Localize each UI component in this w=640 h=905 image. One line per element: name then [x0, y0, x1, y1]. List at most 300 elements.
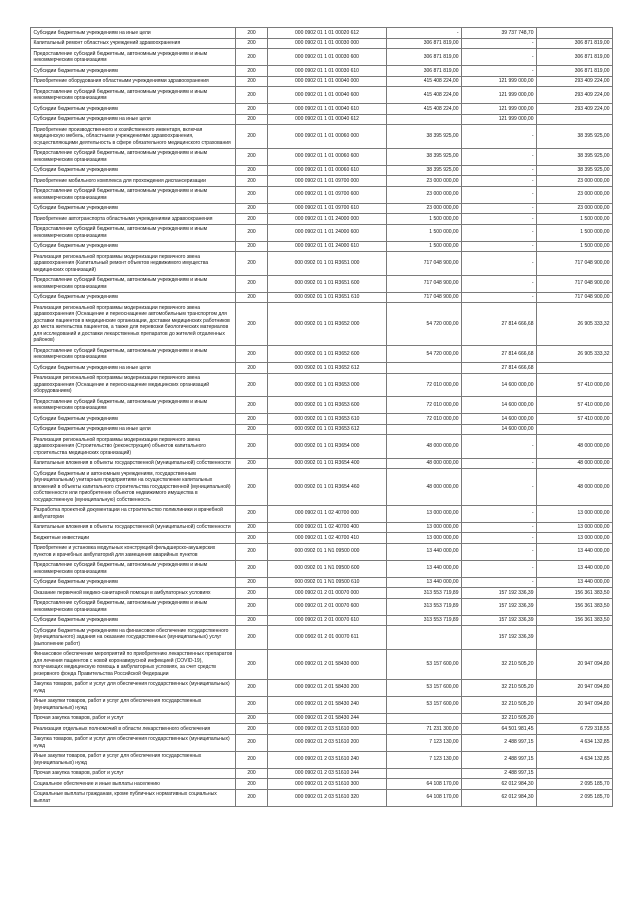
cell-amount-remaining: 13 000 000,00 [537, 522, 613, 533]
cell-expense-type-code: 200 [236, 275, 268, 292]
cell-activity-name: Предоставление субсидий бюджетным, автономным учреждениям и иным некоммерческим организациям [31, 560, 236, 577]
cell-amount-approved: 23 000 000,00 [387, 186, 462, 203]
cell-amount-remaining: 306 871 819,00 [537, 66, 613, 77]
cell-expense-type-code: 200 [236, 148, 268, 165]
table-row [31, 165, 613, 176]
cell-expense-type-code: 200 [236, 458, 268, 469]
cell-amount-executed: - [462, 469, 537, 506]
cell-amount-executed: - [462, 186, 537, 203]
cell-amount-approved: 306 871 819,00 [387, 38, 462, 49]
cell-amount-remaining: 717 048 900,00 [537, 252, 613, 276]
cell-budget-classification-code: 000 0902 01 1 01 R3654 460 [268, 469, 387, 506]
cell-amount-executed: 157 192 336,39 [462, 626, 537, 650]
cell-amount-executed: 32 210 505,20 [462, 649, 537, 679]
cell-amount-approved [387, 363, 462, 374]
cell-expense-type-code: 200 [236, 38, 268, 49]
table-row [31, 241, 613, 252]
cell-amount-executed: - [462, 252, 537, 276]
cell-expense-type-code: 200 [236, 373, 268, 397]
cell-budget-classification-code: 000 0902 01 1 01 24000 600 [268, 224, 387, 241]
cell-amount-executed: - [462, 224, 537, 241]
budget-table [30, 27, 613, 807]
table-row [31, 214, 613, 225]
cell-activity-name: Приобретение и установка модульных конструкций фельдшерско-акушерских пунктов и врачебных амбулаторий для замещения аварийных пунктов [31, 543, 236, 560]
cell-budget-classification-code: 000 0902 01 1 01 R3651 000 [268, 252, 387, 276]
cell-amount-approved [387, 424, 462, 435]
cell-budget-classification-code: 000 0902 01 2 01 00070 611 [268, 626, 387, 650]
cell-budget-classification-code: 000 0902 01 2 01 58430 240 [268, 696, 387, 713]
cell-amount-remaining: 13 000 000,00 [537, 533, 613, 544]
cell-budget-classification-code: 000 0902 01 1 01 R3654 400 [268, 458, 387, 469]
table-row [31, 125, 613, 149]
cell-amount-remaining: 13 000 000,00 [537, 505, 613, 522]
cell-expense-type-code: 200 [236, 713, 268, 724]
cell-budget-classification-code: 000 0902 01 1 01 R3652 600 [268, 346, 387, 363]
cell-amount-approved: 48 000 000,00 [387, 469, 462, 506]
cell-budget-classification-code: 000 0902 01 1 01 00030 000 [268, 38, 387, 49]
cell-amount-approved [387, 713, 462, 724]
cell-expense-type-code: 200 [236, 165, 268, 176]
cell-budget-classification-code: 000 0902 01 2 03 51610 320 [268, 789, 387, 806]
cell-budget-classification-code: 000 0902 01 2 03 51610 240 [268, 751, 387, 768]
cell-expense-type-code: 200 [236, 252, 268, 276]
cell-activity-name: Предоставление субсидий бюджетным, автономным учреждениям и иным некоммерческим организациям [31, 49, 236, 66]
table-row [31, 598, 613, 615]
cell-amount-remaining: 20 947 094,80 [537, 679, 613, 696]
cell-amount-executed: 27 814 666,68 [462, 303, 537, 346]
cell-activity-name: Приобретение мобильного комплекса для прохождения диспансеризации [31, 176, 236, 187]
cell-expense-type-code: 200 [236, 522, 268, 533]
cell-activity-name: Приобретение автотранспорта областными учреждениями здравоохранения [31, 214, 236, 225]
table-row [31, 505, 613, 522]
cell-amount-remaining: 48 000 000,00 [537, 469, 613, 506]
table-row [31, 458, 613, 469]
cell-expense-type-code: 200 [236, 292, 268, 303]
cell-amount-executed: - [462, 435, 537, 459]
cell-expense-type-code: 200 [236, 505, 268, 522]
cell-amount-approved: 415 408 224,00 [387, 76, 462, 87]
cell-expense-type-code: 200 [236, 114, 268, 125]
cell-amount-remaining [537, 114, 613, 125]
cell-expense-type-code: 200 [236, 49, 268, 66]
cell-amount-approved: 13 440 000,00 [387, 577, 462, 588]
cell-amount-remaining: 20 947 094,80 [537, 649, 613, 679]
cell-expense-type-code: 200 [236, 577, 268, 588]
cell-amount-remaining: 4 634 132,85 [537, 751, 613, 768]
cell-amount-approved: 38 395 925,00 [387, 148, 462, 165]
cell-amount-executed: 27 814 666,68 [462, 363, 537, 374]
cell-amount-executed: 39 737 748,70 [462, 28, 537, 39]
cell-amount-executed: 2 488 997,15 [462, 734, 537, 751]
cell-amount-remaining: 26 905 333,32 [537, 303, 613, 346]
cell-amount-executed: 64 501 981,45 [462, 724, 537, 735]
cell-amount-remaining: 1 500 000,00 [537, 224, 613, 241]
cell-amount-executed: - [462, 125, 537, 149]
cell-activity-name: Предоставление субсидий бюджетным, автономным учреждениям и иным некоммерческим организациям [31, 87, 236, 104]
cell-budget-classification-code: 000 0902 01 1 01 09700 000 [268, 176, 387, 187]
cell-expense-type-code: 200 [236, 125, 268, 149]
cell-amount-approved: 72 010 000,00 [387, 414, 462, 425]
cell-budget-classification-code: 000 0902 01 1 01 00040 610 [268, 104, 387, 115]
cell-amount-remaining: 306 871 819,00 [537, 49, 613, 66]
cell-budget-classification-code: 000 0902 01 2 03 51610 244 [268, 768, 387, 779]
cell-amount-remaining [537, 768, 613, 779]
cell-budget-classification-code: 000 0902 01 2 01 58430 200 [268, 679, 387, 696]
cell-amount-approved: 306 871 819,00 [387, 49, 462, 66]
cell-budget-classification-code: 000 0902 01 2 03 51610 200 [268, 734, 387, 751]
cell-amount-executed: - [462, 292, 537, 303]
cell-budget-classification-code: 000 0902 01 1 N1 09500 000 [268, 543, 387, 560]
cell-budget-classification-code: 000 0902 01 1 01 24000 610 [268, 241, 387, 252]
cell-amount-executed: 121 999 000,00 [462, 87, 537, 104]
table-row [31, 626, 613, 650]
cell-amount-approved: 53 157 600,00 [387, 696, 462, 713]
cell-amount-executed: 32 210 505,20 [462, 713, 537, 724]
cell-amount-executed: 27 814 666,68 [462, 346, 537, 363]
cell-activity-name: Закупка товаров, работ и услуг для обеспечения государственных (муниципальных) нужд [31, 734, 236, 751]
cell-budget-classification-code: 000 0902 01 1 01 00040 000 [268, 76, 387, 87]
cell-activity-name: Оказание первичной медико-санитарной помощи в амбулаторных условиях [31, 588, 236, 599]
table-row [31, 414, 613, 425]
table-row [31, 252, 613, 276]
cell-budget-classification-code: 000 0902 01 2 03 51610 300 [268, 779, 387, 790]
cell-activity-name: Реализация отдельных полномочий в области лекарственного обеспечения [31, 724, 236, 735]
cell-activity-name: Реализация региональной программы модернизации первичного звена здравоохранения (Капитальный ремонт объектов недвижимого имущества медицинских организаций) [31, 252, 236, 276]
cell-activity-name: Субсидии бюджетным учреждениям на иные цели [31, 424, 236, 435]
cell-amount-executed: 62 012 984,30 [462, 789, 537, 806]
table-row [31, 38, 613, 49]
table-row [31, 224, 613, 241]
table-row [31, 28, 613, 39]
table-row [31, 768, 613, 779]
cell-activity-name: Прочая закупка товаров, работ и услуг [31, 713, 236, 724]
cell-expense-type-code: 200 [236, 303, 268, 346]
table-row [31, 588, 613, 599]
cell-budget-classification-code: 000 0902 01 1 01 R3653 000 [268, 373, 387, 397]
table-row [31, 469, 613, 506]
table-row [31, 104, 613, 115]
cell-activity-name: Капитальные вложения в объекты государственной (муниципальной) собственности [31, 458, 236, 469]
cell-amount-approved: - [387, 28, 462, 39]
cell-expense-type-code: 200 [236, 734, 268, 751]
cell-amount-approved: 54 720 000,00 [387, 303, 462, 346]
cell-amount-executed: 121 999 000,00 [462, 76, 537, 87]
cell-expense-type-code: 200 [236, 104, 268, 115]
cell-amount-executed: 157 192 336,39 [462, 615, 537, 626]
table-row [31, 186, 613, 203]
cell-amount-approved: 1 500 000,00 [387, 214, 462, 225]
cell-budget-classification-code: 000 0902 01 1 01 R3651 610 [268, 292, 387, 303]
cell-budget-classification-code: 000 0902 01 1 N1 09500 610 [268, 577, 387, 588]
cell-amount-executed: - [462, 66, 537, 77]
cell-activity-name: Закупка товаров, работ и услуг для обеспечения государственных (муниципальных) нужд [31, 679, 236, 696]
cell-amount-approved: 72 010 000,00 [387, 373, 462, 397]
cell-amount-remaining: 23 000 000,00 [537, 186, 613, 203]
cell-budget-classification-code: 000 0902 01 1 01 R3652 612 [268, 363, 387, 374]
cell-expense-type-code: 200 [236, 724, 268, 735]
cell-amount-executed: 157 192 336,39 [462, 588, 537, 599]
cell-activity-name: Субсидии бюджетным учреждениям [31, 165, 236, 176]
cell-amount-approved: 48 000 000,00 [387, 435, 462, 459]
cell-amount-executed: 2 488 997,15 [462, 768, 537, 779]
cell-activity-name: Реализация региональной программы модернизации первичного звена здравоохранения (Оснащение и переоснащение автомобильным транспортом для доставки пациентов в медицинские организации, доставки медицинских работников до места жительства пациентов, а также для перевозки биологических материалов для исследований и доставки лекарственных препаратов до жителей отдаленных районов) [31, 303, 236, 346]
cell-expense-type-code: 200 [236, 346, 268, 363]
cell-activity-name: Предоставление субсидий бюджетным, автономным учреждениям и иным некоммерческим организациям [31, 346, 236, 363]
table-row [31, 176, 613, 187]
cell-amount-executed: - [462, 49, 537, 66]
cell-amount-approved [387, 114, 462, 125]
cell-amount-remaining: 20 947 094,80 [537, 696, 613, 713]
cell-amount-approved: 13 000 000,00 [387, 522, 462, 533]
cell-budget-classification-code: 000 0902 01 2 03 51610 000 [268, 724, 387, 735]
cell-amount-remaining: 156 361 383,50 [537, 598, 613, 615]
table-row [31, 649, 613, 679]
cell-amount-approved: 13 440 000,00 [387, 560, 462, 577]
cell-amount-executed: - [462, 275, 537, 292]
cell-expense-type-code: 200 [236, 214, 268, 225]
cell-amount-approved: 313 553 719,89 [387, 615, 462, 626]
cell-activity-name: Предоставление субсидий бюджетным, автономным учреждениям и иным некоммерческим организациям [31, 598, 236, 615]
cell-budget-classification-code: 000 0902 01 2 01 58430 244 [268, 713, 387, 724]
cell-amount-remaining: 2 095 185,70 [537, 779, 613, 790]
cell-amount-executed: 14 600 000,00 [462, 424, 537, 435]
cell-amount-executed: - [462, 176, 537, 187]
cell-amount-approved: 64 108 170,00 [387, 789, 462, 806]
cell-activity-name: Капитальный ремонт областных учреждений здравоохранения [31, 38, 236, 49]
cell-budget-classification-code: 000 0902 01 1 01 00030 610 [268, 66, 387, 77]
cell-amount-approved: 313 553 719,89 [387, 588, 462, 599]
table-row [31, 789, 613, 806]
cell-amount-executed: - [462, 560, 537, 577]
cell-expense-type-code: 200 [236, 649, 268, 679]
cell-expense-type-code: 200 [236, 789, 268, 806]
cell-activity-name: Разработка проектной документации на строительство поликлиники и врачебной амбулатории [31, 505, 236, 522]
cell-activity-name: Предоставление субсидий бюджетным, автономным учреждениям и иным некоммерческим организациям [31, 186, 236, 203]
cell-expense-type-code: 200 [236, 424, 268, 435]
cell-expense-type-code: 200 [236, 224, 268, 241]
cell-amount-remaining: 48 000 000,00 [537, 435, 613, 459]
cell-activity-name: Предоставление субсидий бюджетным, автономным учреждениям и иным некоммерческим организациям [31, 148, 236, 165]
cell-budget-classification-code: 000 0902 01 1 01 R3653 600 [268, 397, 387, 414]
cell-amount-remaining: 38 395 925,00 [537, 165, 613, 176]
cell-amount-approved: 53 157 600,00 [387, 649, 462, 679]
table-row [31, 734, 613, 751]
table-row [31, 275, 613, 292]
cell-amount-remaining: 23 000 000,00 [537, 203, 613, 214]
table-row [31, 363, 613, 374]
cell-amount-remaining: 1 500 000,00 [537, 241, 613, 252]
cell-activity-name: Субсидии бюджетным учреждениям [31, 292, 236, 303]
cell-amount-remaining: 717 048 900,00 [537, 275, 613, 292]
table-row [31, 435, 613, 459]
cell-activity-name: Предоставление субсидий бюджетным, автономным учреждениям и иным некоммерческим организациям [31, 275, 236, 292]
cell-amount-executed: 157 192 336,39 [462, 598, 537, 615]
cell-amount-remaining [537, 28, 613, 39]
cell-activity-name: Субсидии бюджетным учреждениям на иные цели [31, 114, 236, 125]
cell-activity-name: Субсидии бюджетным учреждениям на финансовое обеспечение государственного (муниципального) задания на оказание государственных (муниципальных) услуг (выполнение работ) [31, 626, 236, 650]
cell-amount-remaining: 57 410 000,00 [537, 414, 613, 425]
cell-amount-approved: 1 500 000,00 [387, 224, 462, 241]
cell-expense-type-code: 200 [236, 176, 268, 187]
cell-amount-approved: 38 395 925,00 [387, 125, 462, 149]
table-row [31, 49, 613, 66]
cell-amount-approved: 64 108 170,00 [387, 779, 462, 790]
cell-budget-classification-code: 000 0902 01 1 01 00060 000 [268, 125, 387, 149]
cell-budget-classification-code: 000 0902 01 2 01 00070 600 [268, 598, 387, 615]
cell-budget-classification-code: 000 0902 01 1 01 24000 000 [268, 214, 387, 225]
cell-amount-approved: 306 871 819,00 [387, 66, 462, 77]
cell-amount-executed: - [462, 533, 537, 544]
cell-amount-remaining: 23 000 000,00 [537, 176, 613, 187]
table-row [31, 577, 613, 588]
cell-amount-executed: - [462, 165, 537, 176]
table-row [31, 397, 613, 414]
table-row [31, 713, 613, 724]
cell-expense-type-code: 200 [236, 588, 268, 599]
cell-amount-remaining: 13 440 000,00 [537, 560, 613, 577]
cell-expense-type-code: 200 [236, 696, 268, 713]
cell-amount-approved: 7 123 130,00 [387, 751, 462, 768]
cell-expense-type-code: 200 [236, 626, 268, 650]
cell-amount-executed: 32 210 505,20 [462, 696, 537, 713]
cell-budget-classification-code: 000 0902 01 1 01 R3653 610 [268, 414, 387, 425]
cell-amount-approved: 72 010 000,00 [387, 397, 462, 414]
cell-activity-name: Субсидии бюджетным учреждениям [31, 241, 236, 252]
cell-amount-executed: - [462, 241, 537, 252]
cell-expense-type-code: 200 [236, 363, 268, 374]
cell-amount-remaining: 306 871 819,00 [537, 38, 613, 49]
cell-activity-name: Субсидии бюджетным учреждениям [31, 66, 236, 77]
cell-expense-type-code: 200 [236, 414, 268, 425]
table-row [31, 615, 613, 626]
cell-amount-approved: 13 000 000,00 [387, 533, 462, 544]
cell-amount-remaining [537, 713, 613, 724]
cell-amount-approved [387, 768, 462, 779]
cell-activity-name: Предоставление субсидий бюджетным, автономным учреждениям и иным некоммерческим организациям [31, 224, 236, 241]
cell-amount-remaining: 26 905 333,32 [537, 346, 613, 363]
cell-budget-classification-code: 000 0902 01 2 01 00070 610 [268, 615, 387, 626]
cell-amount-approved: 13 000 000,00 [387, 505, 462, 522]
cell-amount-executed: 121 999 000,00 [462, 104, 537, 115]
cell-activity-name: Субсидии бюджетным учреждениям [31, 414, 236, 425]
cell-amount-approved: 7 123 130,00 [387, 734, 462, 751]
cell-amount-approved: 717 048 900,00 [387, 292, 462, 303]
cell-amount-remaining: 156 361 383,50 [537, 615, 613, 626]
cell-amount-approved: 71 231 300,00 [387, 724, 462, 735]
table-row [31, 724, 613, 735]
cell-amount-executed: - [462, 505, 537, 522]
table-row [31, 533, 613, 544]
cell-budget-classification-code: 000 0902 01 2 01 58430 000 [268, 649, 387, 679]
cell-amount-remaining: 4 634 132,85 [537, 734, 613, 751]
cell-amount-executed: - [462, 458, 537, 469]
cell-activity-name: Социальные выплаты гражданам, кроме публичных нормативных социальных выплат [31, 789, 236, 806]
cell-activity-name: Иные закупки товаров, работ и услуг для обеспечения государственных (муниципальных) нужд [31, 696, 236, 713]
cell-activity-name: Бюджетные инвестиции [31, 533, 236, 544]
cell-expense-type-code: 200 [236, 397, 268, 414]
table-row [31, 292, 613, 303]
cell-expense-type-code: 200 [236, 469, 268, 506]
table-row [31, 373, 613, 397]
cell-budget-classification-code: 000 0902 01 1 01 00060 600 [268, 148, 387, 165]
cell-amount-executed: - [462, 522, 537, 533]
cell-amount-approved: 53 157 600,00 [387, 679, 462, 696]
cell-budget-classification-code: 000 0902 01 1 01 00060 610 [268, 165, 387, 176]
cell-expense-type-code: 200 [236, 87, 268, 104]
table-row [31, 87, 613, 104]
cell-expense-type-code: 200 [236, 241, 268, 252]
cell-budget-classification-code: 000 0902 01 1 02 40700 400 [268, 522, 387, 533]
cell-activity-name: Реализация региональной программы модернизации первичного звена здравоохранения (Оснащение и переоснащение медицинских организаций оборудованием) [31, 373, 236, 397]
cell-expense-type-code: 200 [236, 543, 268, 560]
cell-amount-approved: 48 000 000,00 [387, 458, 462, 469]
cell-budget-classification-code: 000 0902 01 1 01 09700 610 [268, 203, 387, 214]
cell-activity-name: Приобретение оборудования областными учреждениями здравоохранения [31, 76, 236, 87]
cell-expense-type-code: 200 [236, 560, 268, 577]
cell-amount-approved: 13 440 000,00 [387, 543, 462, 560]
cell-amount-remaining: 13 440 000,00 [537, 577, 613, 588]
budget-table-body [31, 28, 613, 807]
cell-budget-classification-code: 000 0902 01 1 01 00040 600 [268, 87, 387, 104]
cell-amount-remaining [537, 626, 613, 650]
table-row [31, 779, 613, 790]
cell-amount-approved: 1 500 000,00 [387, 241, 462, 252]
cell-activity-name: Субсидии бюджетным учреждениям [31, 203, 236, 214]
cell-amount-approved [387, 626, 462, 650]
cell-expense-type-code: 200 [236, 66, 268, 77]
table-row [31, 560, 613, 577]
cell-activity-name: Капитальные вложения в объекты государственной (муниципальной) собственности [31, 522, 236, 533]
cell-activity-name: Субсидии бюджетным учреждениям [31, 577, 236, 588]
cell-amount-remaining: 48 000 000,00 [537, 458, 613, 469]
cell-amount-approved: 415 408 224,00 [387, 87, 462, 104]
cell-amount-remaining: 717 048 900,00 [537, 292, 613, 303]
cell-activity-name: Предоставление субсидий бюджетным, автономным учреждениям и иным некоммерческим организациям [31, 397, 236, 414]
cell-amount-remaining: 293 409 224,00 [537, 76, 613, 87]
cell-amount-approved: 415 408 224,00 [387, 104, 462, 115]
cell-expense-type-code: 200 [236, 768, 268, 779]
cell-expense-type-code: 200 [236, 186, 268, 203]
cell-amount-executed: - [462, 214, 537, 225]
table-row [31, 114, 613, 125]
cell-amount-approved: 717 048 900,00 [387, 252, 462, 276]
cell-activity-name: Субсидии бюджетным учреждениям на иные цели [31, 28, 236, 39]
cell-amount-executed: 121 999 000,00 [462, 114, 537, 125]
cell-amount-remaining: 57 410 000,00 [537, 373, 613, 397]
cell-amount-executed: - [462, 148, 537, 165]
cell-amount-executed: - [462, 38, 537, 49]
cell-activity-name: Субсидии бюджетным учреждениям [31, 615, 236, 626]
cell-activity-name: Финансовое обеспечение мероприятий по приобретению лекарственных препаратов для лечения пациентов с новой коронавирусной инфекцией (COVID-19), получающих медицинскую помощь в амбулаторных условиях, за счет средств резервного фонда Правительства Российской Федерации [31, 649, 236, 679]
cell-budget-classification-code: 000 0902 01 1 01 00020 612 [268, 28, 387, 39]
cell-budget-classification-code: 000 0902 01 1 01 R3653 612 [268, 424, 387, 435]
table-row [31, 346, 613, 363]
cell-activity-name: Прочая закупка товаров, работ и услуг [31, 768, 236, 779]
cell-amount-remaining: 38 395 925,00 [537, 148, 613, 165]
cell-budget-classification-code: 000 0902 01 1 02 40700 410 [268, 533, 387, 544]
cell-amount-remaining: 293 409 224,00 [537, 87, 613, 104]
cell-amount-executed: - [462, 577, 537, 588]
cell-amount-executed: 32 210 505,20 [462, 679, 537, 696]
cell-amount-approved: 23 000 000,00 [387, 176, 462, 187]
cell-amount-remaining: 6 729 318,55 [537, 724, 613, 735]
table-row [31, 148, 613, 165]
cell-expense-type-code: 200 [236, 598, 268, 615]
cell-expense-type-code: 200 [236, 615, 268, 626]
cell-activity-name: Реализация региональной программы модернизации первичного звена здравоохранения (Строительство (реконструкция) объектов капитального строительства медицинских организаций) [31, 435, 236, 459]
cell-expense-type-code: 200 [236, 533, 268, 544]
cell-expense-type-code: 200 [236, 779, 268, 790]
